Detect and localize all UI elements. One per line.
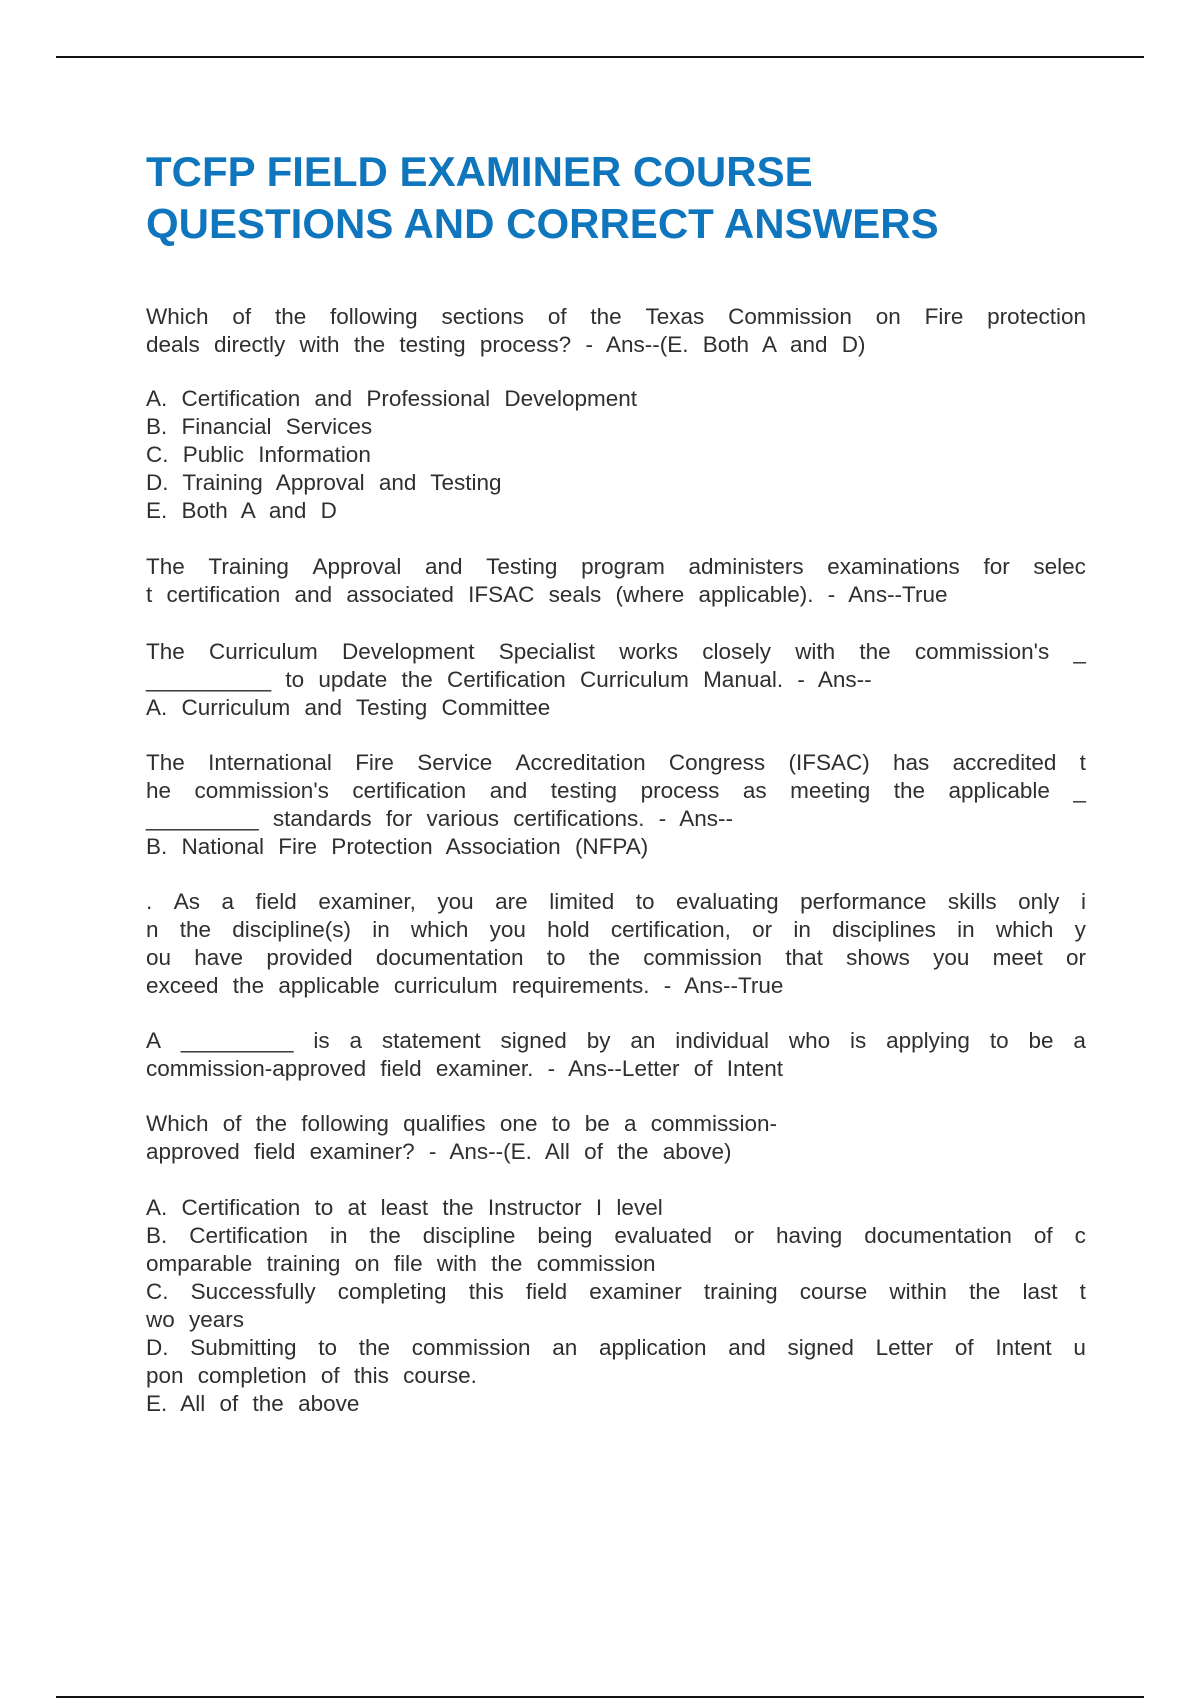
option-item: D. Submitting to the commission an application and signed Letter of Intent u [146, 1335, 1086, 1360]
text-line: The International Fire Service Accreditation Congress (IFSAC) has accredited t [146, 750, 1086, 775]
text-line: Which of the following sections of the Texas Commission on Fire protection [146, 304, 1086, 329]
question-block [146, 303, 1086, 359]
option-item: E. All of the above [146, 1391, 360, 1416]
question-block [146, 1110, 1086, 1166]
title-line: TCFP FIELD EXAMINER COURSE [146, 148, 813, 195]
option-item: D. Training Approval and Testing [146, 470, 502, 495]
question-block [146, 888, 1086, 1000]
text-line: The Curriculum Development Specialist works closely with the commission's _ [146, 639, 1086, 664]
option-item: B. Certification in the discipline being evaluated or having documentation of c [146, 1223, 1086, 1248]
text-line: exceed the applicable curriculum requirements. - Ans--True [146, 973, 784, 998]
text-line: __________ to update the Certification Curriculum Manual. - Ans-- [146, 667, 872, 692]
text-line: approved field examiner? - Ans--(E. All of the above) [146, 1139, 732, 1164]
text-line: _________ standards for various certifications. - Ans-- [146, 806, 734, 831]
option-item: omparable training on file with the commission [146, 1251, 656, 1276]
question-block [146, 638, 1086, 722]
text-line: commission-approved field examiner. - Ans--Letter of Intent [146, 1056, 784, 1081]
title-line: QUESTIONS AND CORRECT ANSWERS [146, 200, 939, 247]
question-block [146, 553, 1086, 609]
bottom-rule [56, 1696, 1144, 1698]
document-title [146, 146, 1086, 250]
top-rule [56, 56, 1144, 58]
option-item: C. Successfully completing this field examiner training course within the last t [146, 1279, 1086, 1304]
option-item: E. Both A and D [146, 498, 337, 523]
question-block [146, 749, 1086, 861]
text-line: t certification and associated IFSAC seals (where applicable). - Ans--True [146, 582, 948, 607]
text-line: he commission's certification and testing process as meeting the applicable _ [146, 778, 1086, 803]
option-item: C. Public Information [146, 442, 371, 467]
answer-line: B. National Fire Protection Association (NFPA) [146, 834, 649, 859]
text-line: Which of the following qualifies one to be a commission- [146, 1111, 778, 1136]
text-line: The Training Approval and Testing program administers examinations for selec [146, 554, 1086, 579]
option-item: pon completion of this course. [146, 1363, 477, 1388]
text-line: deals directly with the testing process? - Ans--(E. Both A and D) [146, 332, 866, 357]
text-line: n the discipline(s) in which you hold certification, or in disciplines in which y [146, 917, 1086, 942]
option-item: B. Financial Services [146, 414, 373, 439]
options-list [146, 385, 1086, 525]
text-line: ou have provided documentation to the commission that shows you meet or [146, 945, 1086, 970]
option-item: A. Certification to at least the Instructor I level [146, 1195, 663, 1220]
answer-line: A. Curriculum and Testing Committee [146, 695, 551, 720]
options-list [146, 1194, 1086, 1418]
text-line: . As a field examiner, you are limited to evaluating performance skills only i [146, 889, 1086, 914]
question-block [146, 1027, 1086, 1083]
text-line: A _________ is a statement signed by an individual who is applying to be a [146, 1028, 1086, 1053]
option-item: A. Certification and Professional Development [146, 386, 637, 411]
option-item: wo years [146, 1307, 245, 1332]
